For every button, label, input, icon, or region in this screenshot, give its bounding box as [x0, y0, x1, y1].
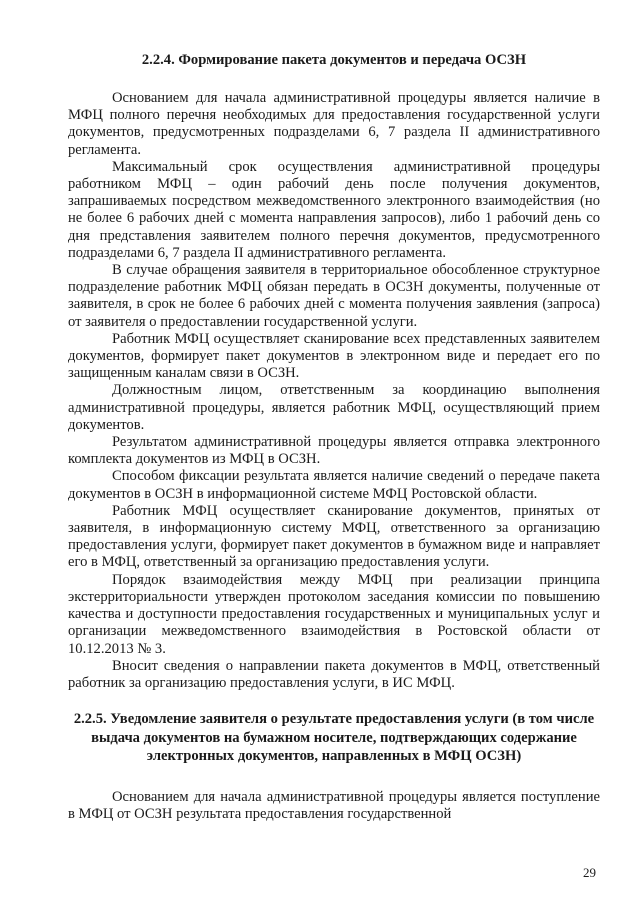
- document-page: [68, 52, 600, 823]
- section-heading: 2.2.4. Формирование пакета документов и передача ОСЗН: [141, 52, 527, 68]
- paragraph: Способом фиксации результата является наличие сведений о передаче пакета документов в ОСЗН в информационной системе МФЦ Ростовской области.: [68, 468, 600, 502]
- paragraph: Основанием для начала административной процедуры является поступление в МФЦ от ОСЗН результата предоставления государственной: [68, 788, 600, 822]
- paragraph: Основанием для начала административной процедуры является наличие в МФЦ полного перечня необходимых для предоставления государственной услуги документов, предусмотренных подразделами 6, 7 раздела II административного регламента.: [68, 90, 600, 158]
- page-number: 29: [583, 865, 596, 880]
- paragraph: Вносит сведения о направлении пакета документов в МФЦ, ответственный работник за организацию предоставления услуги, в ИС МФЦ.: [68, 657, 600, 691]
- paragraph: Максимальный срок осуществления административной процедуры работником МФЦ – один рабочий день после получения документов, запрашиваемых посредством межведомственного электронного взаимодействия (но не более 6 рабочих дней с момента направления запросов), либо 1 рабочий день со дня представления заявителем полного перечня документов, предусмотренного подразделами 6, 7 раздела II административного регламента.: [68, 158, 600, 261]
- paragraph: Работник МФЦ осуществляет сканирование всех представленных заявителем документов, формирует пакет документов в электронном виде и передает его по защищенным каналам связи в ОСЗН.: [68, 330, 600, 382]
- paragraph: Результатом административной процедуры является отправка электронного комплекта документов из МФЦ в ОСЗН.: [68, 434, 600, 468]
- paragraph: Работник МФЦ осуществляет сканирование документов, принятых от заявителя, в информационную систему МФЦ, ответственного за организацию предоставления услуги, формирует пакет документов в бумажном виде и направляет его в МФЦ, ответственный за организацию предоставления услуги.: [68, 502, 600, 571]
- paragraph: В случае обращения заявителя в территориальное обособленное структурное подразделение работник МФЦ обязан передать в ОСЗН документы, полученные от заявителя, в срок не более 6 рабочих дней с момента получения заявления (запроса) от заявителя о предоставлении государственной услуги.: [68, 262, 600, 330]
- paragraph: Должностным лицом, ответственным за координацию выполнения административной процедуры, является работник МФЦ, осуществляющий прием документов.: [68, 382, 600, 433]
- paragraph: Порядок взаимодействия между МФЦ при реализации принципа экстерриториальности утвержден протоколом заседания комиссии по повышению качества и доступности предоставления государственных и муниципальных услуг и организации межведомственного взаимодействия в Ростовской области от 10.12.2013 № 3.: [68, 571, 600, 657]
- section-heading: 2.2.5. Уведомление заявителя о результате предоставления услуги (в том числе выдача документов на бумажном носителе, подтверждающих содержание электронных документов, направленных в МФЦ ОСЗН): [73, 711, 595, 765]
